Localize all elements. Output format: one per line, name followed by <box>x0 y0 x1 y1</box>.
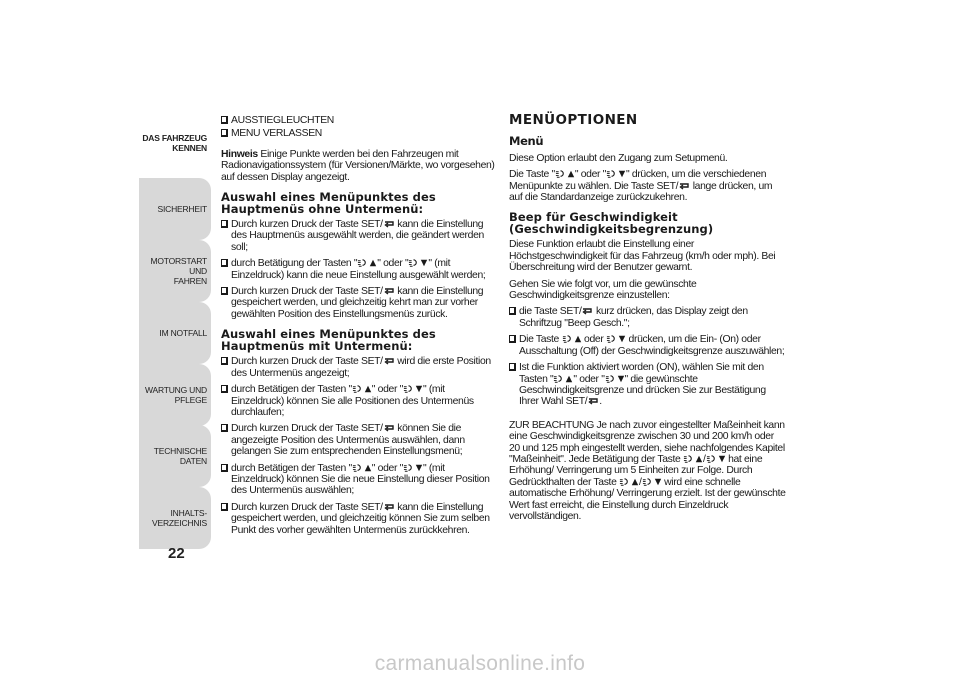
paragraph: Diese Funktion erlaubt die Einstellung einer Höchstgeschwindigkeit für das Fahrzeug (km/h oder mph). Bei Überschreitung wird der Benutzer gewarnt. <box>509 239 776 274</box>
checkbox-bullet-icon <box>221 259 228 267</box>
tab-label: SICHERHEIT <box>157 204 207 214</box>
list-item: Durch kurzen Druck der Taste SET/ kann die Einstellung gespeichert werden, und gleichzeitig kehrt man zur vorher gewählten Position des Einstellungsmenüs zurück. <box>221 286 499 320</box>
list-item: Durch kurzen Druck der Taste SET/ kann die Einstellung des Hauptmenüs ausgewählt werden, die geändert werden soll; <box>221 219 499 253</box>
tab-sicherheit[interactable] <box>139 178 211 240</box>
checkbox-bullet-icon <box>221 464 228 472</box>
section-heading: Menü <box>509 134 544 149</box>
paragraph: Die Taste " " oder " " drücken, um die verschiedenen Menüpunkte zu wählen. Die Taste SET/ lange drücken, um auf die Standardanzeige zurückzukehren. <box>509 169 773 204</box>
tab-wartung-und-pflege[interactable] <box>139 364 211 426</box>
light-up-icon <box>352 384 372 394</box>
light-down-icon <box>403 384 423 394</box>
checkbox-bullet-icon <box>509 307 516 315</box>
checkbox-bullet-icon <box>221 503 228 511</box>
set-return-icon <box>383 502 395 512</box>
set-return-icon <box>383 286 395 296</box>
light-up-icon <box>683 454 703 464</box>
checkbox-bullet-icon <box>221 424 228 432</box>
tab-label: DAS FAHRZEUG KENNEN <box>142 133 207 153</box>
light-down-icon <box>606 334 626 344</box>
list-item: Ist die Funktion aktiviert worden (ON), wählen Sie mit den Tasten " " oder " " die gewünschte Geschwindigkeitsgrenze und drücken Sie zur Bestätigung Ihrer Wahl SET/ . <box>509 362 787 408</box>
checkbox-bullet-icon <box>221 220 228 228</box>
light-up-icon <box>555 169 575 179</box>
tab-label: TECHNISCHE DATEN <box>153 446 207 466</box>
set-return-icon <box>678 181 690 191</box>
note-paragraph: ZUR BEACHTUNG Je nach zuvor eingestellter Maßeinheit kann eine Geschwindigkeitsgrenze zwischen 30 und 200 km/h oder 20 und 125 mph eingestellt werden, siehe nachfolgendes Kapitel "Maßeinheit". Jede Betätigung der Taste / hat eine Erhöhung/ Verringerung um 5 Einheiten zur Folge. Durch Gedrückthalten der Taste / wird eine schnelle automatische Erhöhung/ Verringerung erzielt. Ist der gewünschte Wert fast erreicht, die Einstellung durch Einzeldruck vervollständigen. <box>509 419 786 522</box>
tab-im-notfall[interactable] <box>139 302 211 364</box>
list-item: Durch kurzen Druck der Taste SET/ können Sie die angezeigte Position des Untermenüs auswählen, dann gelangen Sie zum entsprechenden Einstellungsmenü; <box>221 423 499 457</box>
section-heading: Beep für Geschwindigkeit (Geschwindigkeitsbegrenzung) <box>509 210 714 237</box>
watermark: carmanualsonline.info <box>374 652 586 675</box>
paragraph: Diese Option erlaubt den Zugang zum Setupmenü. <box>509 152 728 164</box>
paragraph: Gehen Sie wie folgt vor, um die gewünschte Geschwindigkeitsgrenze einzustellen: <box>509 278 697 302</box>
list-item: AUSSTIEGLEUCHTEN <box>221 115 499 126</box>
light-down-icon <box>605 374 625 384</box>
checkbox-bullet-icon <box>221 116 228 124</box>
light-up-icon <box>357 258 377 268</box>
list-item: Die Taste oder drücken, um die Ein- (On) oder Ausschaltung (Off) der Geschwindigkeitsgrenze auszuwählen; <box>509 334 787 357</box>
light-down-icon <box>403 463 423 473</box>
set-return-icon <box>587 396 599 406</box>
list-item: MENU VERLASSEN <box>221 128 499 139</box>
checkbox-bullet-icon <box>509 363 516 371</box>
checkbox-bullet-icon <box>221 385 228 393</box>
right-column <box>509 112 787 527</box>
tab-label: INHALTS- VERZEICHNIS <box>152 508 207 528</box>
tab-motorstart-und-fahren[interactable] <box>139 240 211 302</box>
left-column <box>221 115 499 541</box>
set-return-icon <box>383 423 395 433</box>
tab-label: IM NOTFALL <box>159 328 207 338</box>
light-down-icon <box>606 169 626 179</box>
tab-technische-daten[interactable] <box>139 425 211 487</box>
light-up-icon <box>562 334 582 344</box>
list-item: Durch kurzen Druck der Taste SET/ kann die Einstellung gespeichert werden, und gleichzeitig können Sie zum selben Punkt des vorher gewählten Untermenüs zurückkehren. <box>221 502 499 536</box>
tab-label: MOTORSTART UND FAHREN <box>150 256 207 286</box>
light-down-icon <box>408 258 428 268</box>
list-item: durch Betätigung der Tasten " " oder " " (mit Einzeldruck) kann die neue Einstellung ausgewählt werden; <box>221 258 499 281</box>
hinweis-label: Hinweis <box>221 148 258 160</box>
list-item: Durch kurzen Druck der Taste SET/ wird die erste Position des Untermenüs angezeigt; <box>221 356 499 379</box>
tab-label: WARTUNG UND PFLEGE <box>144 385 207 405</box>
set-return-icon <box>581 306 593 316</box>
tab-das-fahrzeug-kennen[interactable] <box>139 112 211 174</box>
checkbox-bullet-icon <box>221 357 228 365</box>
light-up-icon <box>619 477 639 487</box>
checkbox-bullet-icon <box>509 335 516 343</box>
checkbox-bullet-icon <box>221 287 228 295</box>
list-item: durch Betätigen der Tasten " " oder " " (mit Einzeldruck) können Sie alle Positionen des Untermenüs durchlaufen; <box>221 384 499 418</box>
section-heading: Auswahl eines Menüpunktes des Hauptmenüs ohne Untermenü: <box>221 190 436 217</box>
page-number: 22 <box>168 545 185 562</box>
set-return-icon <box>383 219 395 229</box>
light-up-icon <box>352 463 372 473</box>
tab-inhaltsverzeichnis[interactable] <box>139 487 211 549</box>
light-down-icon <box>642 477 662 487</box>
checkbox-bullet-icon <box>221 129 228 137</box>
light-up-icon <box>553 374 573 384</box>
list-item: durch Betätigen der Tasten " " oder " " (mit Einzeldruck) können Sie die neue Einstellung dieser Position des Untermenüs auswählen; <box>221 463 499 497</box>
page-title: MENÜOPTIONEN <box>509 112 638 128</box>
light-down-icon <box>706 454 726 464</box>
list-item: die Taste SET/ kurz drücken, das Display zeigt den Schriftzug "Beep Gesch."; <box>509 306 787 329</box>
hinweis-paragraph: Hinweis Einige Punkte werden bei den Fahrzeugen mit Radionavigationssystem (für Versionen/Märkte, wo vorgesehen) auf dessen Display angezeigt. <box>221 148 495 183</box>
section-heading: Auswahl eines Menüpunktes des Hauptmenüs mit Untermenü: <box>221 327 436 354</box>
set-return-icon <box>383 356 395 366</box>
